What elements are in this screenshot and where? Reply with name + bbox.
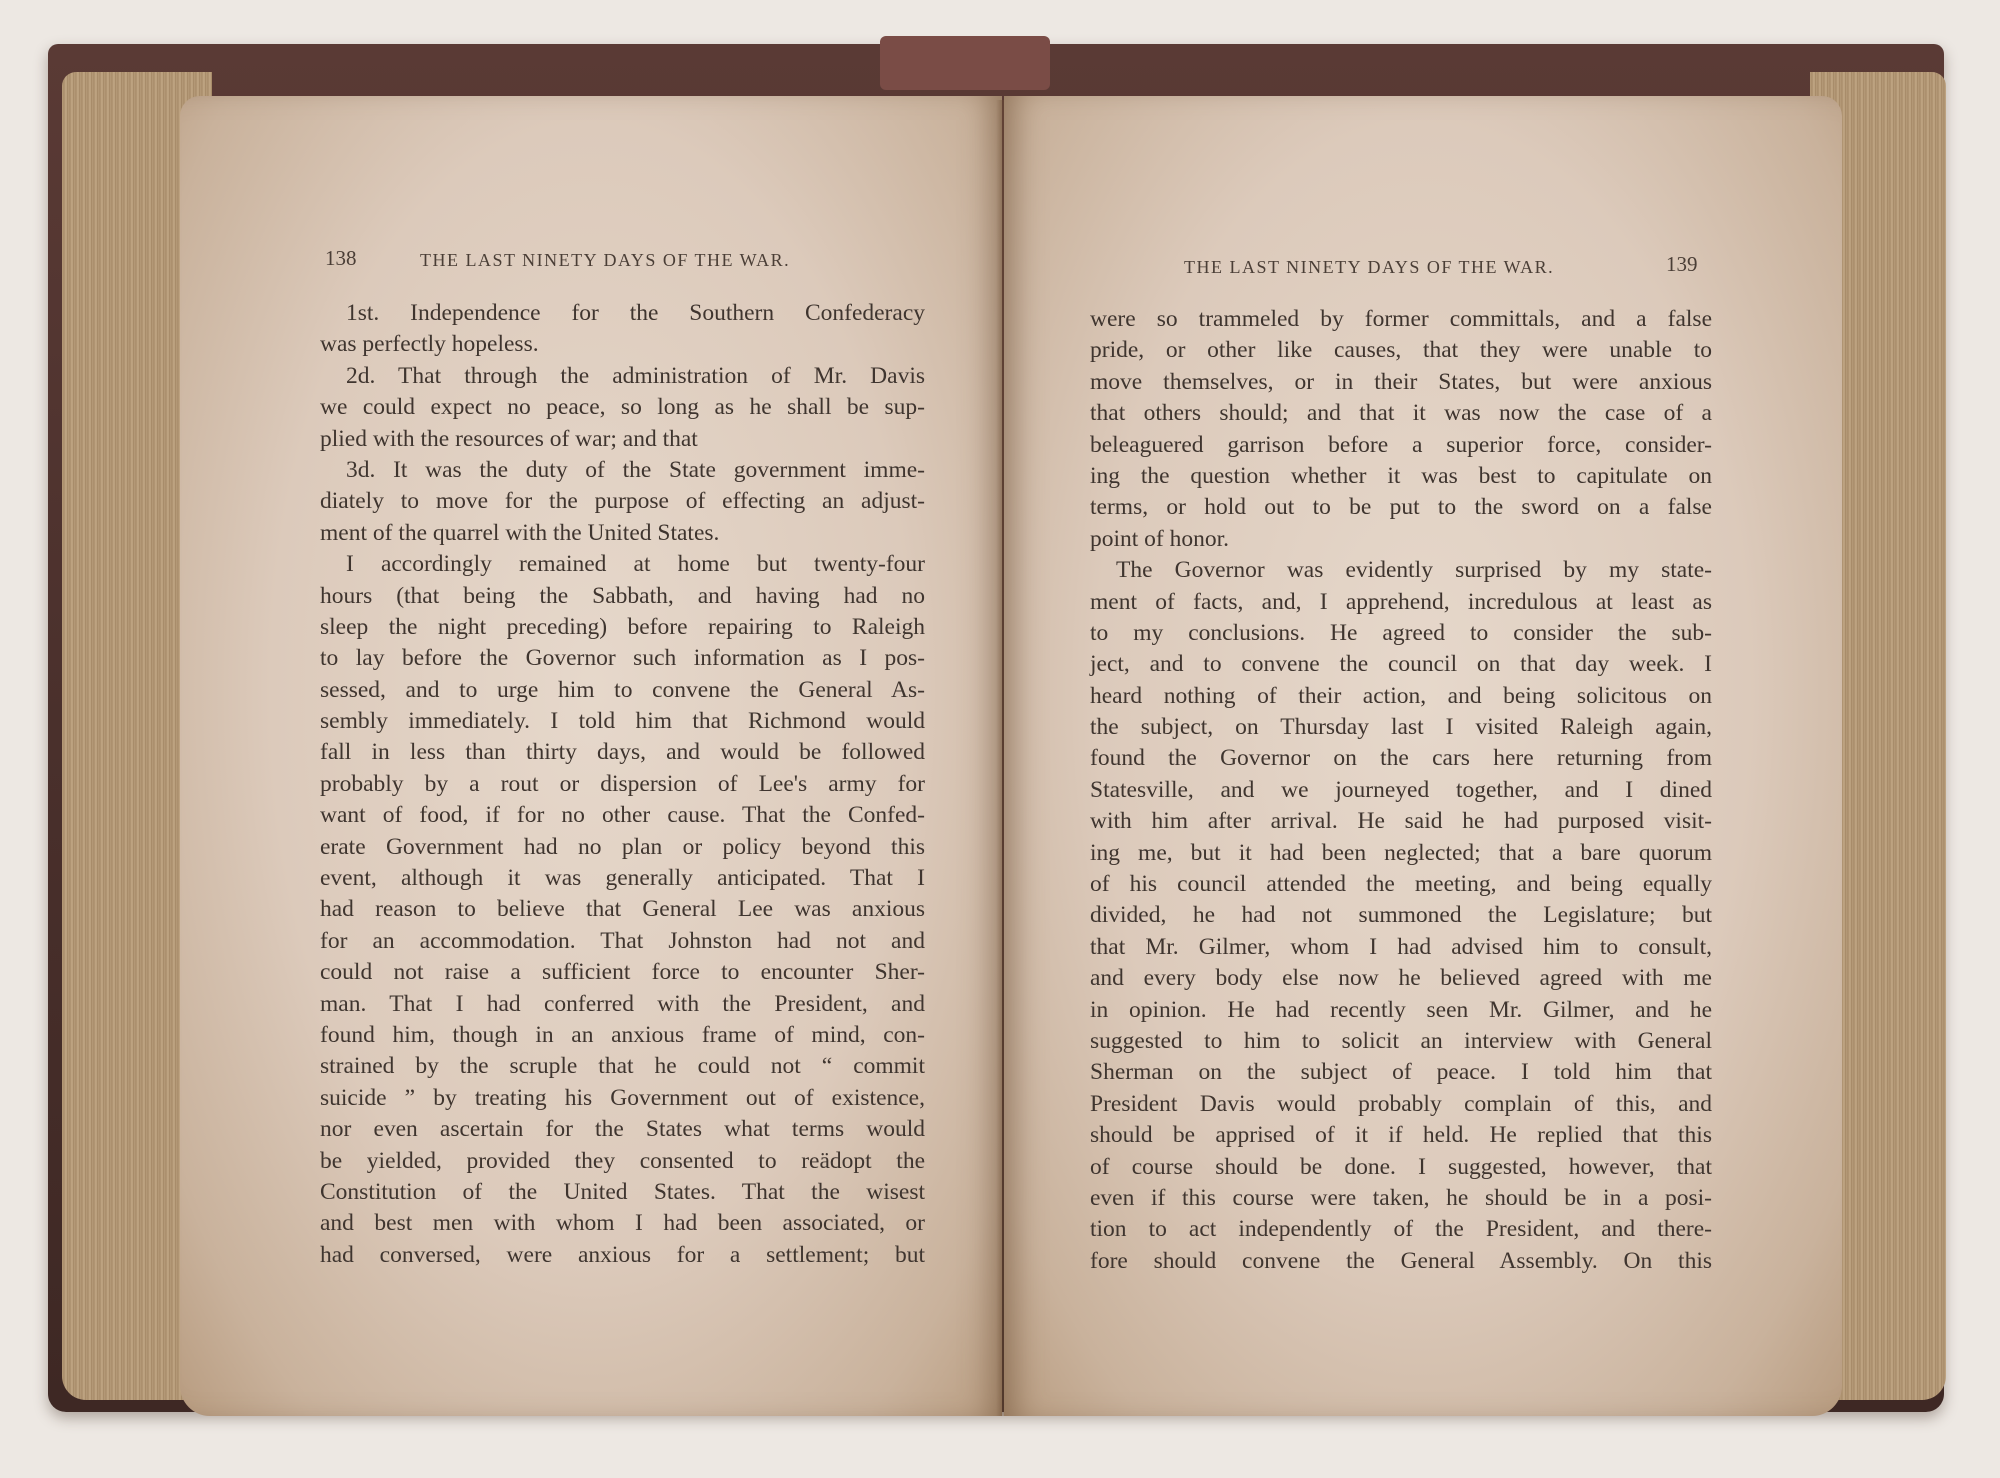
running-head: THE LAST NINETY DAYS OF THE WAR. xyxy=(420,250,791,270)
text-line: point of honor. xyxy=(1090,525,1230,552)
text-line: ing the question whether it was best to capitulate on xyxy=(1090,462,1712,489)
text-line: pride, or other like causes, that they were unable to xyxy=(1090,337,1712,364)
text-line: Constitution of the United States. That the wisest xyxy=(320,1178,925,1205)
text-line: that others should; and that it was now the case of a xyxy=(1090,400,1712,427)
text-line: could not raise a sufficient force to encounter Sher- xyxy=(320,959,925,986)
text-line: tion to act independently of the President, and there- xyxy=(1090,1216,1712,1243)
text-line: fall in less than thirty days, and would be followed xyxy=(320,739,925,766)
text-line: divided, he had not summoned the Legislature; but xyxy=(1090,902,1712,929)
running-head: THE LAST NINETY DAYS OF THE WAR. xyxy=(1184,257,1555,277)
text-line: heard nothing of their action, and being solicitous on xyxy=(1090,682,1712,709)
text-line: fore should convene the General Assembly. On this xyxy=(1090,1247,1712,1274)
text-line: the subject, on Thursday last I visited Raleigh again, xyxy=(1090,714,1712,741)
text-line: and every body else now he believed agreed with me xyxy=(1090,965,1712,992)
text-line: suggested to him to solicit an interview with General xyxy=(1090,1027,1712,1054)
text-line: want of food, if for no other cause. That the Confed- xyxy=(320,802,925,829)
text-line: The Governor was evidently surprised by my state- xyxy=(1116,557,1712,584)
text-line: even if this course were taken, he should be in a posi- xyxy=(1090,1184,1712,1211)
text-line: we could expect no peace, so long as he shall be sup- xyxy=(320,394,925,421)
body-text xyxy=(1090,304,1712,1277)
text-line: probably by a rout or dispersion of Lee's army for xyxy=(320,770,925,797)
text-line: terms, or hold out to be put to the sword on a false xyxy=(1090,494,1712,521)
text-line: should be apprised of it if held. He replied that this xyxy=(1090,1122,1712,1149)
left-page xyxy=(180,96,1002,1416)
text-line: had conversed, were anxious for a settlement; but xyxy=(320,1241,925,1268)
text-line: hours (that being the Sabbath, and having had no xyxy=(320,582,925,609)
text-line: sleep the night preceding) before repairing to Raleigh xyxy=(320,613,925,640)
text-line: diately to move for the purpose of effecting an adjust- xyxy=(320,488,925,515)
text-line: be yielded, provided they consented to reädopt the xyxy=(320,1147,925,1174)
text-line: was perfectly hopeless. xyxy=(320,331,539,358)
text-line: event, although it was generally anticipated. That I xyxy=(320,865,925,892)
body-text xyxy=(320,298,925,1271)
text-line: to lay before the Governor such information as I pos- xyxy=(320,645,925,672)
text-line: 1st. Independence for the Southern Confederacy xyxy=(346,300,925,326)
text-line: ment of facts, and, I apprehend, incredulous at least as xyxy=(1090,588,1712,615)
text-line: ing me, but it had been neglected; that a bare quorum xyxy=(1090,839,1712,866)
text-line: beleaguered garrison before a superior force, consider- xyxy=(1090,431,1712,458)
text-line: found the Governor on the cars here returning from xyxy=(1090,745,1712,772)
text-line: sessed, and to urge him to convene the General As- xyxy=(320,676,925,703)
text-line: Statesville, and we journeyed together, and I dined xyxy=(1090,776,1712,803)
text-line: in opinion. He had recently seen Mr. Gilmer, and he xyxy=(1090,996,1712,1023)
text-line: Sherman on the subject of peace. I told him that xyxy=(1090,1059,1712,1086)
right-page xyxy=(1004,96,1842,1416)
text-line: erate Government had no plan or policy beyond this xyxy=(320,833,925,860)
text-line: sembly immediately. I told him that Richmond would xyxy=(320,708,925,735)
text-line: suicide ” by treating his Government out of existence, xyxy=(320,1084,925,1111)
text-line: of course should be done. I suggested, however, that xyxy=(1090,1153,1712,1180)
text-line: ject, and to convene the council on that day week. I xyxy=(1090,651,1712,678)
page-number: 138 xyxy=(325,246,357,270)
text-line: nor even ascertain for the States what terms would xyxy=(320,1116,925,1143)
text-line: had reason to believe that General Lee was anxious xyxy=(320,896,925,923)
text-line: strained by the scruple that he could not “ commit xyxy=(320,1053,925,1080)
text-line: man. That I had conferred with the President, and xyxy=(320,990,925,1017)
text-line: were so trammeled by former committals, and a false xyxy=(1090,306,1712,332)
text-line: and best men with whom I had been associated, or xyxy=(320,1210,925,1237)
text-line: to my conclusions. He agreed to consider the sub- xyxy=(1090,619,1712,646)
spine-tear xyxy=(880,36,1050,90)
text-line: 2d. That through the administration of Mr. Davis xyxy=(346,362,925,389)
text-line: 3d. It was the duty of the State government imme- xyxy=(346,456,925,483)
text-line: ment of the quarrel with the United States. xyxy=(320,519,720,546)
text-line: that Mr. Gilmer, whom I had advised him to consult, xyxy=(1090,933,1712,960)
page-number: 139 xyxy=(1666,252,1698,276)
text-line: of his council attended the meeting, and being equally xyxy=(1090,871,1712,898)
text-line: found him, though in an anxious frame of mind, con- xyxy=(320,1021,925,1048)
text-line: move themselves, or in their States, but were anxious xyxy=(1090,368,1712,395)
text-line: plied with the resources of war; and that xyxy=(320,425,698,452)
text-line: I accordingly remained at home but twenty-four xyxy=(346,551,925,578)
text-line: for an accommodation. That Johnston had not and xyxy=(320,927,925,954)
text-line: President Davis would probably complain of this, and xyxy=(1090,1090,1712,1117)
text-line: with him after arrival. He said he had purposed visit- xyxy=(1090,808,1712,835)
